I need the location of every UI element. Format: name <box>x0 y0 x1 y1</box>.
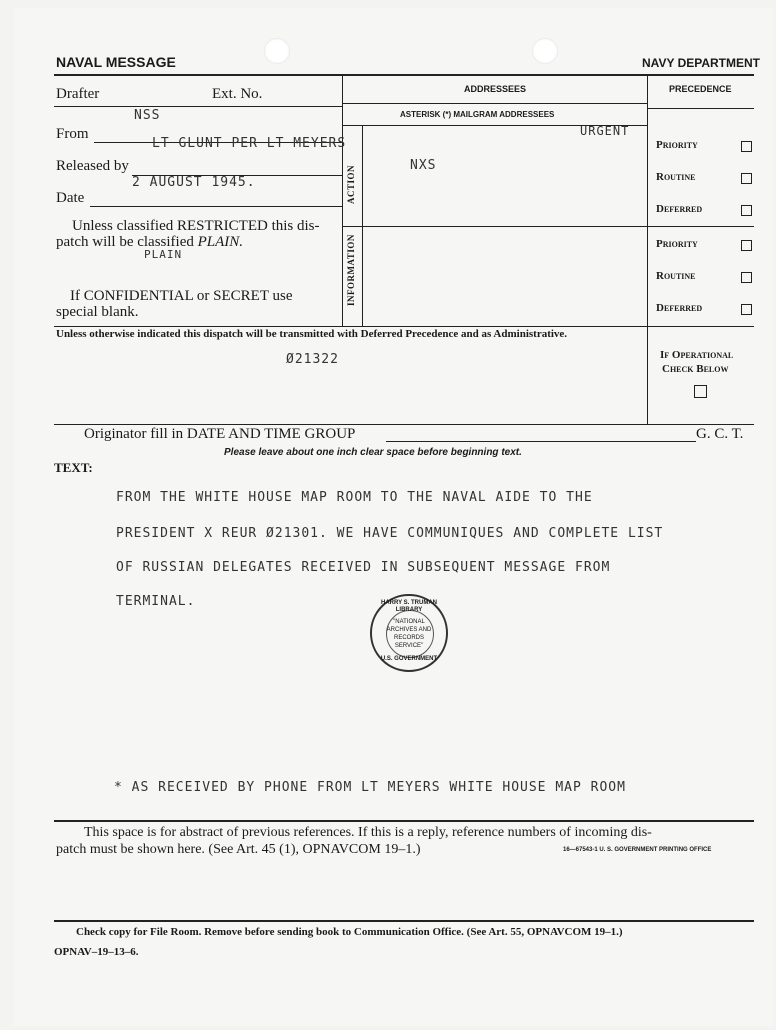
form-title: NAVAL MESSAGE <box>56 54 176 70</box>
originator-fill-line <box>386 441 696 442</box>
divider-left <box>342 76 343 326</box>
classified-note-line2-text: patch will be classified <box>56 234 198 250</box>
stamp-center-text: "NATIONAL ARCHIVES AND RECORDS SERVICE" <box>386 619 432 649</box>
stamp-top-text: HARRY S. TRUMAN LIBRARY <box>380 600 437 613</box>
received-note: * AS RECEIVED BY PHONE FROM LT MEYERS WHITE HOUSE MAP ROOM <box>114 780 626 795</box>
information-label: INFORMATION <box>346 234 356 306</box>
printing-office: 16—67543-1 U. S. GOVERNMENT PRINTING OFFICE <box>563 847 712 853</box>
addressees-header: ADDRESSEES <box>464 84 527 94</box>
action-routine-checkbox[interactable] <box>741 173 752 184</box>
from-value: LT GLUNT PER LT MEYERS <box>152 136 347 151</box>
department-title: NAVY DEPARTMENT <box>642 56 761 70</box>
confidential-note-line1: If CONFIDENTIAL or SECRET use <box>70 288 293 304</box>
action-info-rule <box>342 226 754 227</box>
info-priority-checkbox[interactable] <box>741 240 752 251</box>
divider-right <box>647 76 648 424</box>
header-rule <box>54 74 754 76</box>
info-priority-label: Priority <box>656 238 698 250</box>
punch-hole-right <box>532 38 558 64</box>
mailgram-subheader: ASTERISK (*) MAILGRAM ADDRESSEES <box>400 110 555 119</box>
text-label: TEXT: <box>54 460 93 475</box>
message-line-3: OF RUSSIAN DELEGATES RECEIVED IN SUBSEQUENT MESSAGE FROM <box>116 560 611 575</box>
precedence-header-rule <box>647 108 754 109</box>
date-line <box>90 206 342 207</box>
message-form <box>14 8 774 1026</box>
action-routine-label: Routine <box>656 171 696 183</box>
classification-value: PLAIN <box>144 248 183 261</box>
action-priority-checkbox[interactable] <box>741 141 752 152</box>
originator-label: Originator fill in DATE AND TIME GROUP <box>84 426 356 442</box>
released-label: Released by <box>56 158 129 174</box>
info-routine-checkbox[interactable] <box>741 272 752 283</box>
transmit-note: Unless otherwise indicated this dispatch will be transmitted with Deferred Precedence and as Administrative. <box>56 328 568 340</box>
abstract-top-rule <box>54 820 754 822</box>
drafter-label: Drafter <box>56 86 100 102</box>
action-deferred-label: Deferred <box>656 203 703 215</box>
message-line-1: FROM THE WHITE HOUSE MAP ROOM TO THE NAVAL AIDE TO THE <box>116 490 593 505</box>
released-value: 2 AUGUST 1945. <box>132 175 256 190</box>
leave-space-note: Please leave about one inch clear space before beginning text. <box>224 447 522 458</box>
precedence-header: PRECEDENCE <box>669 84 732 94</box>
check-copy-rule <box>54 920 754 922</box>
info-routine-label: Routine <box>656 270 696 282</box>
message-line-2: PRESIDENT X REUR Ø21301. WE HAVE COMMUNIQUES AND COMPLETE LIST <box>116 526 664 541</box>
ext-label: Ext. No. <box>212 86 263 102</box>
stamp-bottom-text: U.S. GOVERNMENT <box>380 656 438 662</box>
action-label: ACTION <box>346 164 356 204</box>
transmit-top-rule <box>54 326 754 327</box>
abstract-note-line1: This space is for abstract of previous references. If this is a reply, reference numbers of incoming dis- <box>84 825 652 840</box>
date-label: Date <box>56 190 85 206</box>
operational-line2: Check Below <box>662 363 729 375</box>
from-label: From <box>56 126 89 142</box>
action-deferred-checkbox[interactable] <box>741 205 752 216</box>
check-copy-note: Check copy for File Room. Remove before sending book to Communication Office. (See Art. 55, OPNAVCOM 19–1.) <box>76 926 623 938</box>
punch-hole-left <box>264 38 290 64</box>
dtg-value: Ø21322 <box>286 352 339 367</box>
info-deferred-checkbox[interactable] <box>741 304 752 315</box>
action-priority-label: Priority <box>656 139 698 151</box>
addressees-header-rule <box>342 103 647 104</box>
drafter-rule <box>54 106 342 107</box>
operational-checkbox[interactable] <box>694 385 707 398</box>
originator-top-rule <box>54 424 754 425</box>
drafter-value: NSS <box>134 108 161 123</box>
archive-stamp <box>370 594 448 672</box>
classified-note-line1: Unless classified RESTRICTED this dis- <box>72 218 320 234</box>
abstract-note-line2: patch must be shown here. (See Art. 45 (1), OPNAVCOM 19–1.) <box>56 842 421 857</box>
message-line-4: TERMINAL. <box>116 594 196 609</box>
gct-label: G. C. T. <box>696 426 744 442</box>
confidential-note-line2: special blank. <box>56 304 139 320</box>
form-number: OPNAV–19–13–6. <box>54 946 139 958</box>
action-value: NXS <box>410 158 437 173</box>
urgent-value: URGENT <box>580 124 630 138</box>
operational-line1: If Operational <box>660 349 734 361</box>
info-deferred-label: Deferred <box>656 302 703 314</box>
classified-note-plain: PLAIN. <box>197 234 244 250</box>
